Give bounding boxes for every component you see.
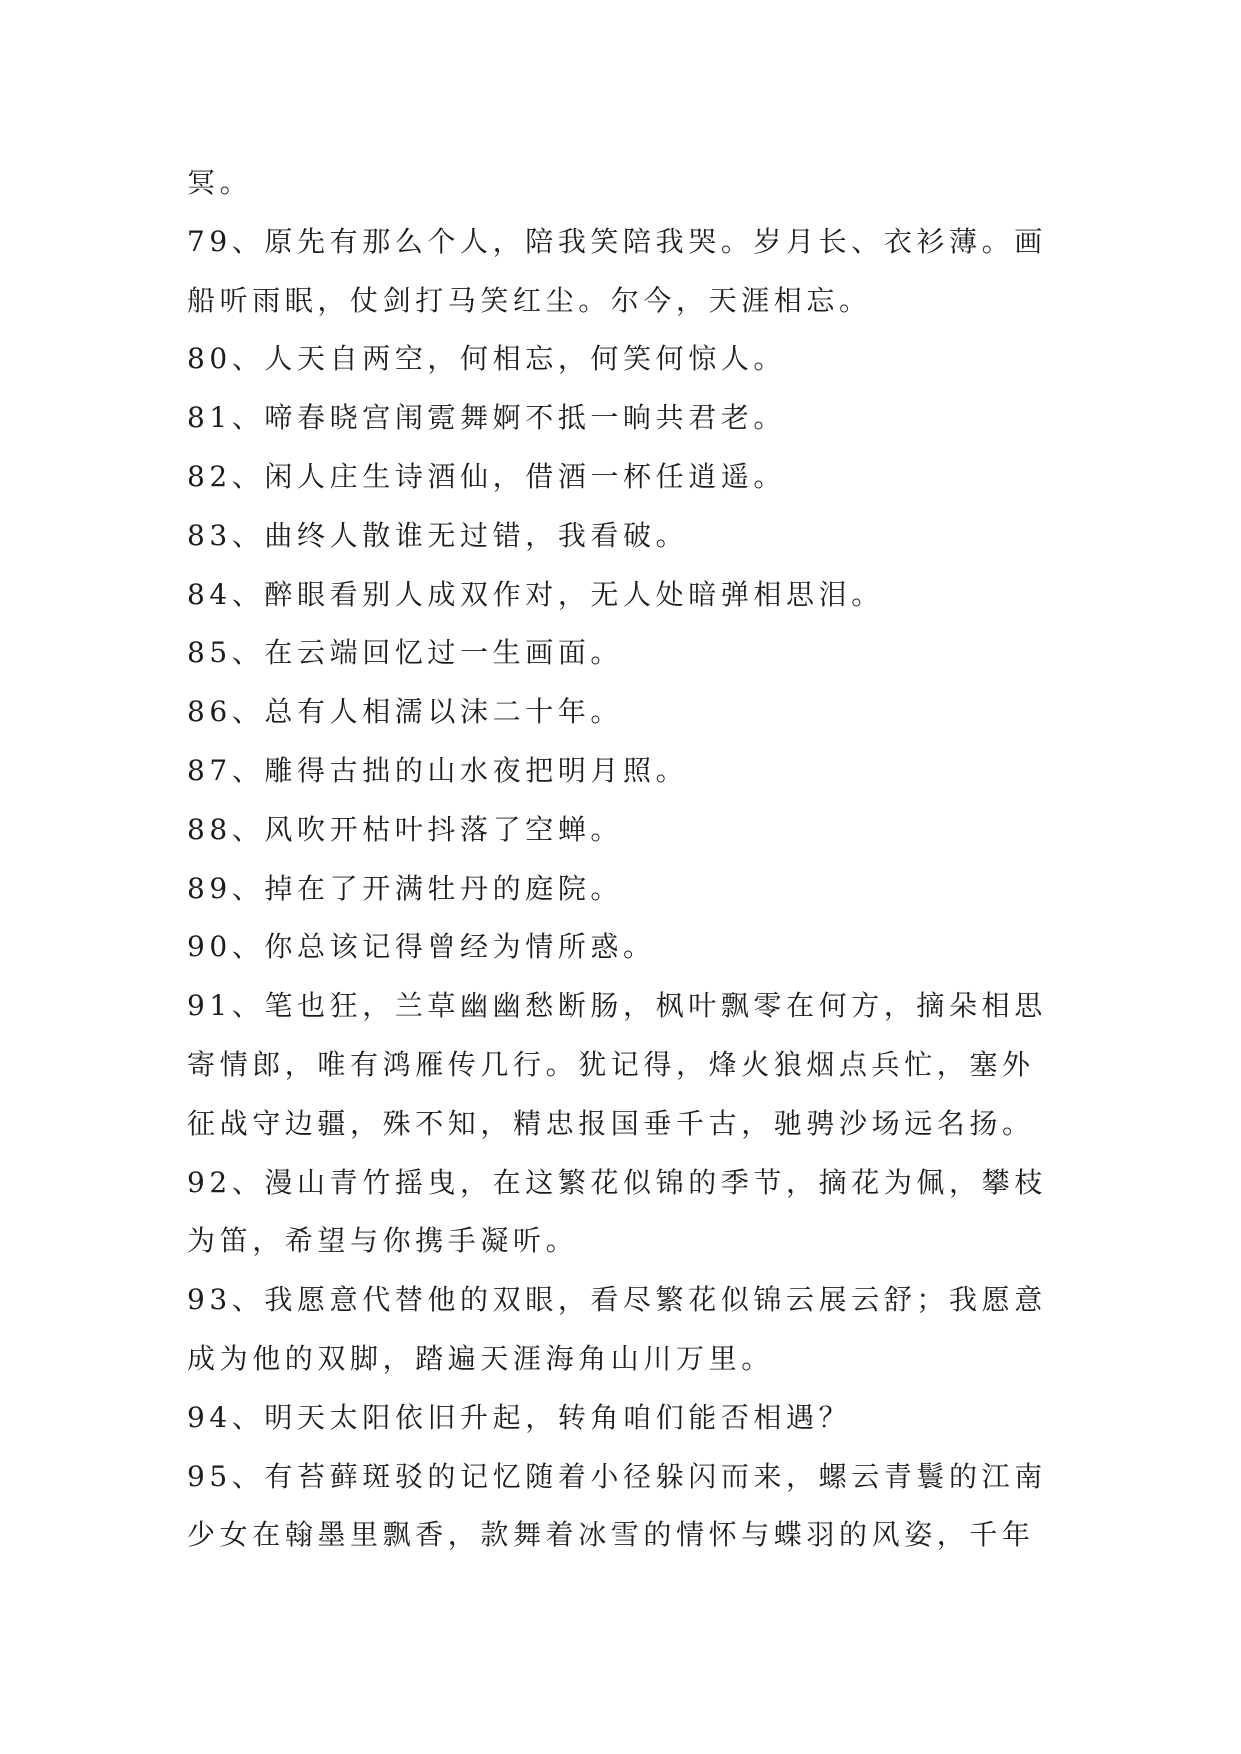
text-line: 91、笔也狂，兰草幽幽愁断肠，枫叶飘零在何方，摘朵相思 bbox=[187, 989, 1047, 1023]
text-line: 少女在翰墨里飘香，款舞着冰雪的情怀与蝶羽的风姿，千年 bbox=[187, 1518, 1035, 1552]
text-line: 89、掉在了开满牡丹的庭院。 bbox=[187, 871, 624, 905]
text-line: 成为他的双脚，踏遍天涯海角山川万里。 bbox=[187, 1341, 774, 1375]
text-line: 79、原先有那么个人，陪我笑陪我哭。岁月长、衣衫薄。画 bbox=[187, 224, 1047, 258]
text-line: 90、你总该记得曾经为情所惑。 bbox=[187, 930, 656, 964]
text-line: 为笛，希望与你携手凝听。 bbox=[187, 1224, 579, 1258]
text-line: 84、醉眼看别人成双作对，无人处暗弹相思泪。 bbox=[187, 577, 884, 611]
text-line: 94、明天太阳依旧升起，转角咱们能否相遇？ bbox=[187, 1400, 852, 1434]
text-line: 船听雨眠，仗剑打马笑红尘。尔今，天涯相忘。 bbox=[187, 283, 872, 317]
text-line: 82、闲人庄生诗酒仙，借酒一杯任逍遥。 bbox=[187, 459, 787, 493]
text-line: 83、曲终人散谁无过错，我看破。 bbox=[187, 518, 689, 552]
text-line: 92、漫山青竹摇曳，在这繁花似锦的季节，摘花为佩，攀枝 bbox=[187, 1165, 1047, 1199]
document-body bbox=[187, 154, 1087, 1565]
text-line: 80、人天自两空，何相忘，何笑何惊人。 bbox=[187, 342, 787, 376]
text-line: 93、我愿意代替他的双眼，看尽繁花似锦云展云舒；我愿意 bbox=[187, 1283, 1047, 1317]
text-line: 87、雕得古拙的山水夜把明月照。 bbox=[187, 753, 689, 787]
text-line: 86、总有人相濡以沫二十年。 bbox=[187, 695, 624, 729]
text-line: 寄情郎，唯有鸿雁传几行。犹记得，烽火狼烟点兵忙，塞外 bbox=[187, 1047, 1035, 1081]
text-line: 88、风吹开枯叶抖落了空蝉。 bbox=[187, 812, 624, 846]
text-line: 85、在云端回忆过一生画面。 bbox=[187, 636, 624, 670]
text-line: 95、有苔藓斑驳的记忆随着小径躲闪而来，螺云青鬟的江南 bbox=[187, 1459, 1047, 1493]
text-line: 81、啼春晓宫闱霓舞婀不抵一晌共君老。 bbox=[187, 401, 787, 435]
text-line: 征战守边疆，殊不知，精忠报国垂千古，驰骋沙场远名扬。 bbox=[187, 1106, 1035, 1140]
text-line: 冥。 bbox=[187, 166, 253, 199]
